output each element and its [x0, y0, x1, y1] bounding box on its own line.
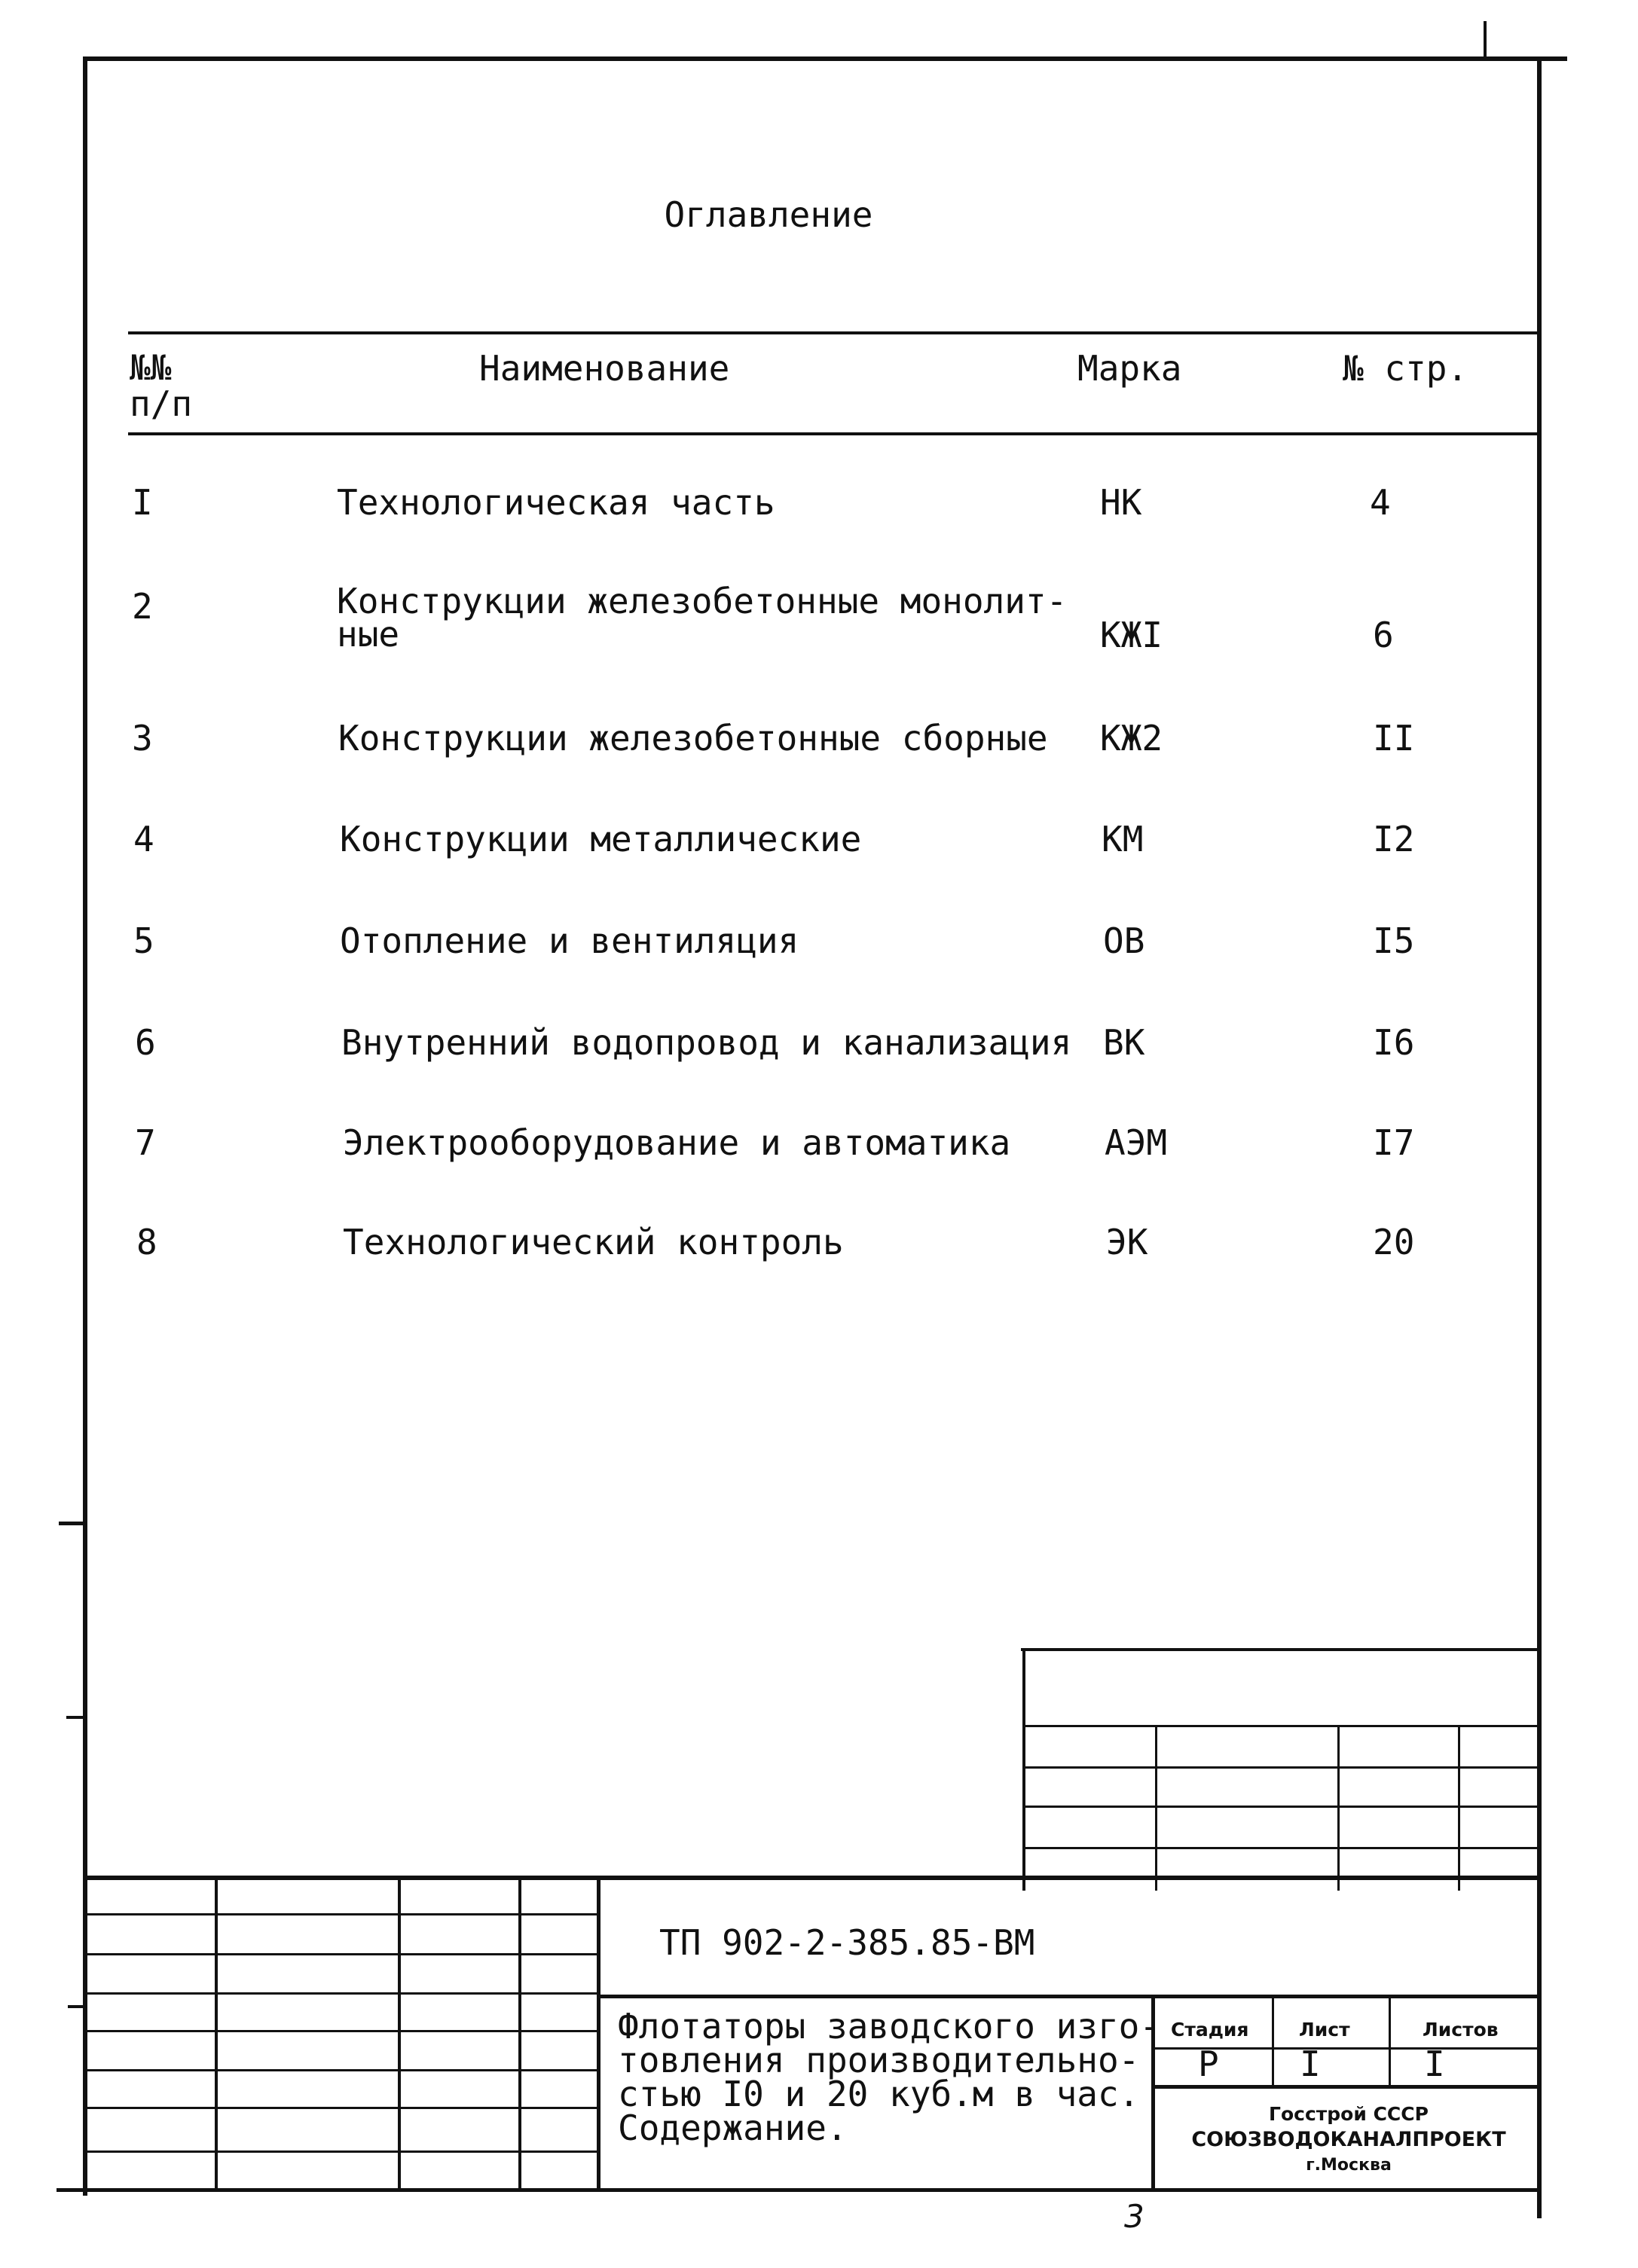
org-line-1: Госстрой СССР	[1269, 2103, 1429, 2125]
header-mark: Марка	[1077, 348, 1182, 389]
row-8-mark: ЭК	[1106, 1222, 1148, 1262]
row-8-page: 20	[1373, 1222, 1415, 1262]
row-1-page: 4	[1370, 482, 1391, 523]
row-3-name: Конструкции железобетонные сборные	[338, 718, 1048, 759]
sheets-value: I	[1424, 2044, 1445, 2084]
page-number: 3	[1124, 2198, 1144, 2235]
row-7-page: I7	[1373, 1122, 1415, 1163]
sheets-label: Листов	[1423, 2019, 1499, 2041]
row-4-page: I2	[1373, 819, 1415, 859]
sheet-label: Лист	[1299, 2019, 1350, 2041]
row-3-mark: КЖ2	[1100, 718, 1163, 759]
document-description: Флотаторы заводского изго- товления производительно- стью I0 и 20 куб.м в час. Содержание.	[618, 2006, 1161, 2148]
row-5-mark: ОВ	[1103, 920, 1145, 961]
header-num: №№ п/п	[130, 347, 193, 424]
sheet-value: I	[1300, 2044, 1321, 2084]
organization-stamp	[1160, 2102, 1537, 2178]
frame-top-tick	[1484, 21, 1487, 59]
row-1-mark: НК	[1100, 482, 1142, 523]
header-page: № стр.	[1343, 348, 1468, 389]
header-bottom-rule	[128, 432, 1537, 435]
margin-mark-1	[59, 1522, 84, 1525]
margin-mark-3	[68, 2005, 84, 2008]
row-8-name: Технологический контроль	[343, 1222, 844, 1262]
frame-left	[83, 56, 87, 2196]
row-7-name: Электрооборудование и автоматика	[343, 1122, 1011, 1163]
frame-top	[83, 56, 1567, 61]
row-4-name: Конструкции металлические	[340, 819, 862, 859]
header-top-rule	[128, 331, 1537, 334]
org-line-2: СОЮЗВОДОКАНАЛПРОЕКТ	[1191, 2128, 1506, 2151]
row-2-name: Конструкции железобетонные монолит- ные	[337, 581, 1068, 655]
page-title: Оглавление	[664, 194, 873, 235]
row-5-name: Отопление и вентиляция	[340, 920, 799, 961]
stage-value: Р	[1198, 2044, 1219, 2084]
document-code: ТП 902-2-385.85-ВМ	[659, 1922, 1035, 1963]
row-1-name: Технологическая часть	[337, 482, 775, 523]
row-7-mark: АЭМ	[1105, 1122, 1168, 1163]
row-3-page: II	[1373, 718, 1415, 759]
row-2-num: 2	[132, 586, 153, 627]
row-6-num: 6	[135, 1022, 156, 1063]
row-5-num: 5	[133, 920, 154, 961]
row-2-page: 6	[1373, 615, 1394, 655]
row-6-name: Внутренний водопровод и канализация	[341, 1022, 1072, 1063]
row-2-mark: КЖI	[1100, 615, 1163, 655]
org-line-3: г.Москва	[1306, 2156, 1392, 2175]
row-6-mark: ВК	[1103, 1022, 1145, 1063]
row-6-page: I6	[1373, 1022, 1415, 1063]
frame-right	[1537, 56, 1542, 2218]
row-3-num: 3	[132, 718, 153, 759]
row-4-num: 4	[133, 819, 154, 859]
row-4-mark: КМ	[1102, 819, 1144, 859]
row-7-num: 7	[135, 1122, 156, 1163]
frame-bottom	[57, 2188, 1541, 2192]
stage-label: Стадия	[1171, 2019, 1249, 2041]
row-5-page: I5	[1373, 920, 1415, 961]
header-name: Наименование	[479, 348, 730, 389]
margin-mark-2	[66, 1716, 84, 1719]
row-8-num: 8	[136, 1222, 157, 1262]
row-1-num: I	[132, 482, 153, 523]
